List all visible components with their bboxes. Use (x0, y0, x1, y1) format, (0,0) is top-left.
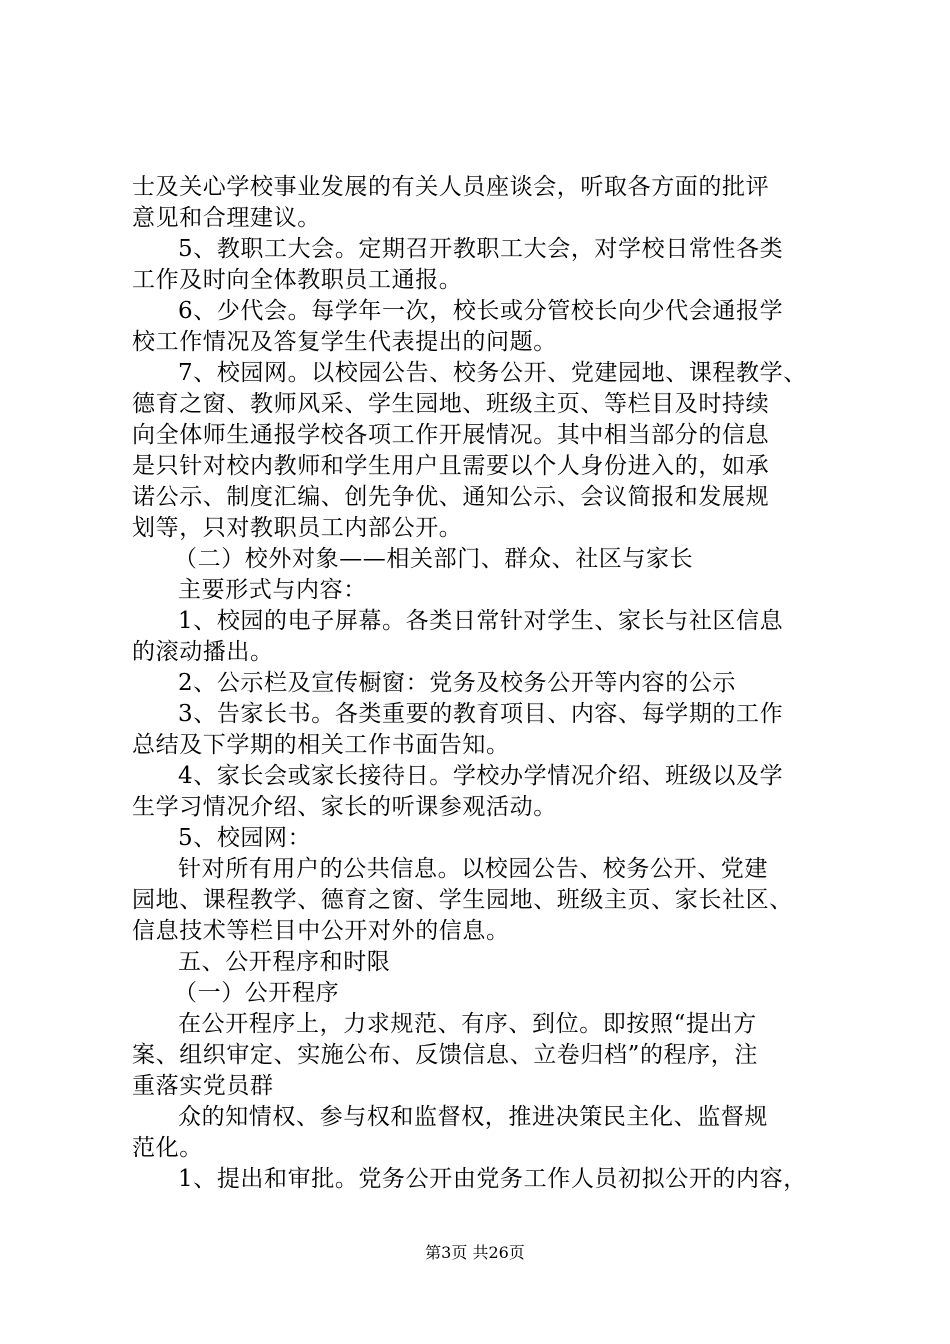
page-footer (0, 1243, 950, 1263)
text-line: 信息技术等栏目中公开对外的信息。 (132, 918, 510, 944)
text-line: 士及关心学校事业发展的有关人员座谈会，听取各方面的批评 (132, 174, 770, 200)
text-line: 诺公示、制度汇编、创先争优、通知公示、会议简报和发展规 (132, 484, 770, 510)
text-line: 7、校园网。以校园公告、校务公开、党建园地、课程教学、 (178, 360, 807, 386)
page-number-label: 第3页 共26页 (425, 1243, 525, 1262)
text-line: 重落实党员群 (132, 1073, 274, 1099)
text-line: 1、提出和审批。党务公开由党务工作人员初拟公开的内容， (178, 1166, 807, 1192)
text-line: 案、组织审定、实施公布、反馈信息、立卷归档”的程序，注 (132, 1042, 758, 1068)
text-line: 在公开程序上，力求规范、有序、到位。即按照“提出方 (178, 1011, 757, 1037)
text-line: 的滚动播出。 (132, 639, 274, 665)
text-line: 4、家长会或家长接待日。学校办学情况介绍、班级以及学 (178, 763, 784, 789)
text-line: 主要形式与内容： (178, 577, 367, 603)
text-line: 五、公开程序和时限 (178, 949, 391, 975)
text-line: 5、教职工大会。定期召开教职工大会，对学校日常性各类 (178, 236, 784, 262)
text-line: 工作及时向全体教职员工通报。 (132, 267, 463, 293)
text-line: 校工作情况及答复学生代表提出的问题。 (132, 329, 557, 355)
text-line: 众的知情权、参与权和监督权，推进决策民主化、监督规 (178, 1104, 768, 1130)
text-line: 是只针对校内教师和学生用户且需要以个人身份进入的，如承 (132, 453, 770, 479)
text-line: 德育之窗、教师风采、学生园地、班级主页、等栏目及时持续 (132, 391, 770, 417)
text-line: 2、公示栏及宣传橱窗：党务及校务公开等内容的公示 (178, 670, 737, 696)
document-body (132, 172, 832, 1195)
text-line: 5、校园网： (178, 825, 312, 851)
text-line: 园地、课程教学、德育之窗、学生园地、班级主页、家长社区、 (132, 887, 793, 913)
text-line: 范化。 (132, 1135, 203, 1161)
text-line: （一）公开程序 (174, 980, 340, 1006)
text-line: （二）校外对象——相关部门、群众、社区与家长 (174, 546, 694, 572)
text-line: 向全体师生通报学校各项工作开展情况。其中相当部分的信息 (132, 422, 770, 448)
text-line: 6、少代会。每学年一次，校长或分管校长向少代会通报学 (178, 298, 784, 324)
text-line: 针对所有用户的公共信息。以校园公告、校务公开、党建 (178, 856, 768, 882)
text-line: 生学习情况介绍、家长的听课参观活动。 (132, 794, 557, 820)
text-line: 3、告家长书。各类重要的教育项目、内容、每学期的工作 (178, 701, 784, 727)
text-line: 1、校园的电子屏幕。各类日常针对学生、家长与社区信息 (178, 608, 784, 634)
text-line: 总结及下学期的相关工作书面告知。 (132, 732, 510, 758)
text-line: 划等，只对教职员工内部公开。 (132, 515, 463, 541)
text-line: 意见和合理建议。 (132, 205, 321, 231)
